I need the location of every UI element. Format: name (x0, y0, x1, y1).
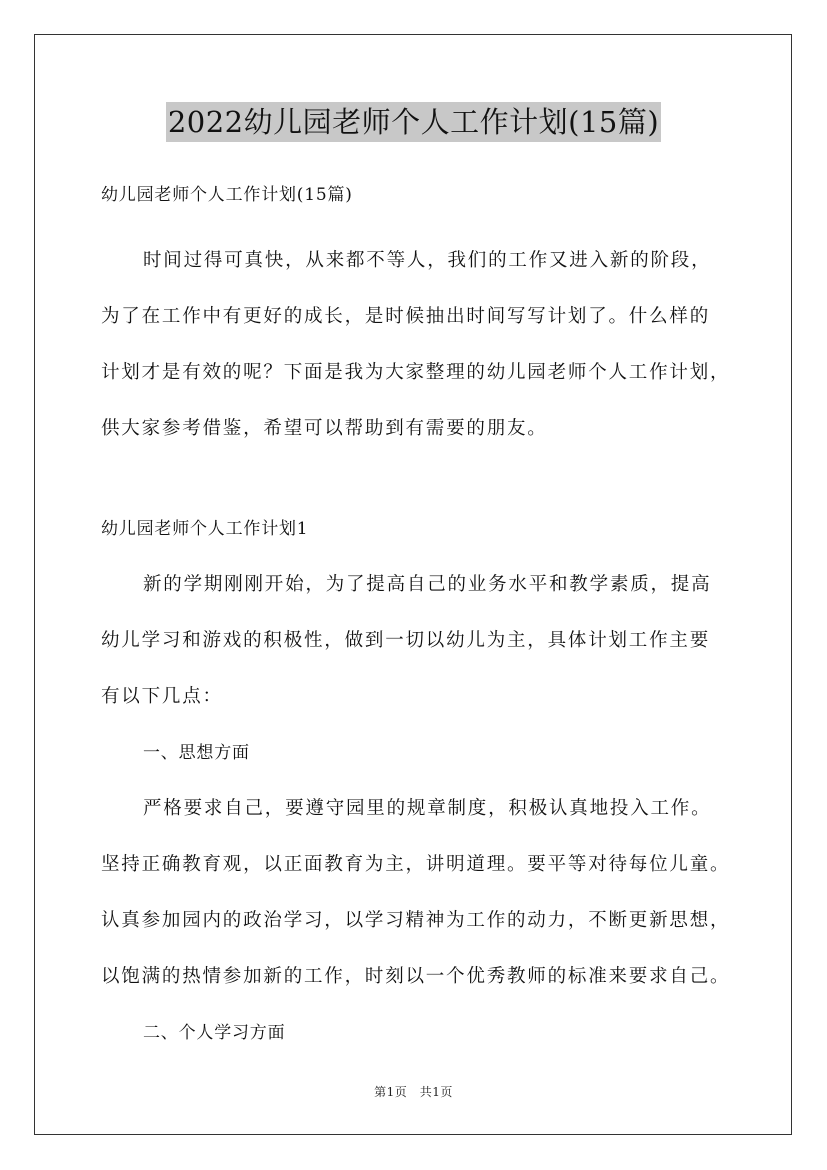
thought-line-2: 坚持正确教育观，以正面教育为主，讲明道理。要平等对待每位儿童。 (101, 854, 731, 875)
intro-line-2: 为了在工作中有更好的成长，是时候抽出时间写写计划了。什么样的 (101, 306, 711, 327)
heading-thought: 一、思想方面 (143, 743, 250, 763)
intro-line-1: 时间过得可真快，从来都不等人，我们的工作又进入新的阶段， (143, 250, 712, 271)
title-container (0, 102, 827, 142)
heading-study: 二、个人学习方面 (143, 1023, 286, 1043)
thought-line-4: 以饱满的热情参加新的工作，时刻以一个优秀教师的标准来要求自己。 (101, 966, 731, 987)
section-1-line-1: 新的学期刚刚开始，为了提高自己的业务水平和教学素质，提高 (143, 574, 712, 595)
section-1-line-3: 有以下几点： (101, 686, 223, 707)
intro-line-4: 供大家参考借鉴，希望可以帮助到有需要的朋友。 (101, 418, 548, 439)
document-title: 2022幼儿园老师个人工作计划(15篇) (166, 102, 661, 142)
thought-line-1: 严格要求自己，要遵守园里的规章制度，积极认真地投入工作。 (143, 798, 712, 819)
page-footer: 第1页 共1页 (374, 1085, 453, 1099)
document-body (101, 176, 741, 1052)
document-subtitle: 幼儿园老师个人工作计划(15篇) (101, 185, 353, 205)
intro-line-3: 计划才是有效的呢？下面是我为大家整理的幼儿园老师个人工作计划， (101, 362, 731, 383)
section-1-title: 幼儿园老师个人工作计划1 (101, 519, 309, 539)
section-1-line-2: 幼儿学习和游戏的积极性，做到一切以幼儿为主，具体计划工作主要 (101, 630, 711, 651)
thought-line-3: 认真参加园内的政治学习，以学习精神为工作的动力，不断更新思想， (101, 910, 731, 931)
